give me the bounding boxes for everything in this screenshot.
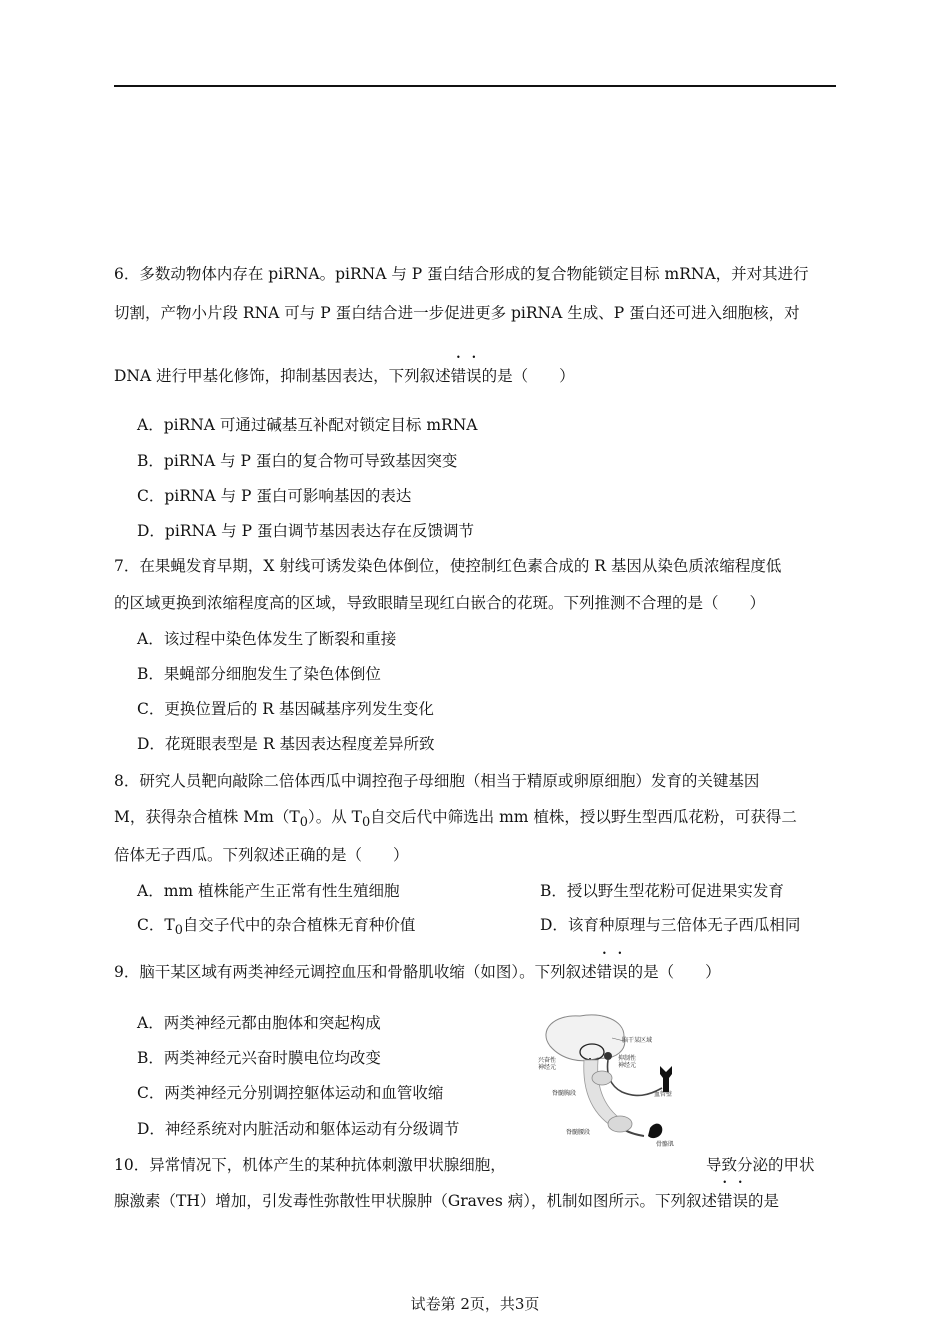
q7-option-c: C．更换位置后的 R 基因碱基序列发生变化 bbox=[137, 700, 434, 718]
q6-option-b: B．piRNA 与 P 蛋白的复合物可导致基因突变 bbox=[137, 452, 458, 470]
q7-option-a: A．该过程中染色体发生了断裂和重接 bbox=[137, 630, 397, 648]
q6-option-a: A．piRNA 可通过碱基互补配对锁定目标 mRNA bbox=[137, 416, 478, 434]
q8-option-c-text: C．T bbox=[137, 916, 175, 934]
q8-option-c bbox=[137, 915, 415, 941]
q9-stem bbox=[114, 962, 721, 982]
q9-option-b: B．两类神经元兴奋时膜电位均改变 bbox=[137, 1049, 381, 1067]
label-excitatory-1: 兴奋性 bbox=[538, 1057, 557, 1064]
label-brainstem: 脑干某区域 bbox=[622, 1037, 653, 1044]
q7-stem-line1: 7．在果蝇发育早期，X 射线可诱发染色体倒位，使控制红色素合成的 R 基因从染色质浓缩程度低 bbox=[114, 557, 782, 575]
q8-stem-line2-text: M，获得杂合植株 Mm（T bbox=[114, 808, 300, 826]
q6-answer-bracket: 的是（ ） bbox=[481, 367, 575, 385]
q6-stem-line3 bbox=[114, 366, 575, 386]
q6-option-d: D．piRNA 与 P 蛋白调节基因表达存在反馈调节 bbox=[137, 522, 474, 540]
q8-stem-line3: 倍体无子西瓜。下列叙述正确的是（ ） bbox=[114, 846, 409, 864]
emphasis-char: 错 bbox=[716, 1192, 733, 1210]
skeletal-muscle bbox=[648, 1124, 662, 1138]
q8-option-d: D．该育种原理与三倍体无子西瓜相同 bbox=[540, 916, 801, 934]
lumbar-segment bbox=[608, 1116, 632, 1132]
q9-option-a: A．两类神经元都由胞体和突起构成 bbox=[137, 1014, 381, 1032]
subscript: 0 bbox=[361, 815, 371, 831]
label-thoracic: 脊髓胸段 bbox=[552, 1090, 577, 1097]
q10-stem-line1-b: 导致分泌的甲状 bbox=[706, 1156, 815, 1174]
label-inhibitory-2: 神经元 bbox=[618, 1062, 637, 1069]
q8-stem-line2-text: 自交后代中筛选出 mm 植株，授以野生型西瓜花粉，可获得二 bbox=[370, 808, 797, 826]
q7-stem-line2: 的区域更换到浓缩程度高的区域，导致眼睛呈现红白嵌合的花斑。下列推测不合理的是（ ） bbox=[114, 594, 766, 612]
q9-stem-text: 9．脑干某区域有两类神经元调控血压和骨骼肌收缩（如图）。下列叙述 bbox=[114, 963, 597, 981]
subscript: 0 bbox=[299, 815, 308, 831]
header-rule bbox=[114, 85, 836, 87]
q8-stem-line1: 8．研究人员靶向敲除二倍体西瓜中调控孢子母细胞（相当于精原或卵原细胞）发育的关键基因 bbox=[114, 772, 760, 790]
q10-stem-line2-text: 腺激素（TH）增加，引发毒性弥散性甲状腺肿（Graves 病），机制如图所示。下列叙述 bbox=[114, 1192, 717, 1210]
q8-option-c-text: 自交子代中的杂合植株无育种价值 bbox=[182, 916, 416, 934]
q10-stem-line2 bbox=[114, 1191, 779, 1211]
q10-stem-line1-a: 10．异常情况下，机体产生的某种抗体刺激甲状腺细胞， bbox=[114, 1156, 506, 1174]
q7-option-b: B．果蝇部分细胞发生了染色体倒位 bbox=[137, 665, 381, 683]
inhibitory-neuron-body bbox=[604, 1052, 612, 1060]
q8-option-b: B．授以野生型花粉可促进果实发育 bbox=[540, 882, 784, 900]
q9-neuron-figure bbox=[532, 1012, 702, 1148]
q9-option-d: D．神经系统对内脏活动和躯体运动有分级调节 bbox=[137, 1120, 460, 1138]
label-muscle: 骨骼肌 bbox=[656, 1141, 675, 1148]
q9-answer-bracket: 的是（ ） bbox=[627, 963, 721, 981]
label-lumbar: 脊髓腰段 bbox=[566, 1129, 591, 1136]
label-excitatory-2: 神经元 bbox=[538, 1064, 557, 1071]
emphasis-char: 错 bbox=[596, 963, 613, 981]
thoracic-segment bbox=[592, 1071, 612, 1085]
q6-stem-line1: 6．多数动物体内存在 piRNA。piRNA 与 P 蛋白结合形成的复合物能锁定目标 mRNA，并对其进行 bbox=[114, 265, 809, 283]
emphasis-char: 错 bbox=[450, 367, 467, 385]
label-vessel-wall: 血管壁 bbox=[654, 1091, 673, 1098]
q8-stem-line2-text: ）。从 T bbox=[307, 808, 362, 826]
subscript: 0 bbox=[174, 923, 183, 939]
q6-option-c: C．piRNA 与 P 蛋白可影响基因的表达 bbox=[137, 487, 412, 505]
brainstem-outline bbox=[546, 1015, 625, 1061]
q6-stem-line2: 切割，产物小片段 RNA 可与 P 蛋白结合进一步促进更多 piRNA 生成、P 蛋白还可进入细胞核，对 bbox=[114, 304, 800, 322]
emphasis-char: 误 bbox=[612, 963, 628, 981]
emphasis-char: 误 bbox=[466, 367, 482, 385]
emphasis-char: 误 bbox=[732, 1192, 748, 1210]
q9-option-c: C．两类神经元分别调控躯体运动和血管收缩 bbox=[137, 1084, 444, 1102]
q8-option-a: A．mm 植株能产生正常有性生殖细胞 bbox=[137, 882, 400, 900]
q6-stem-line3-text: DNA 进行甲基化修饰，抑制基因表达，下列叙述 bbox=[114, 367, 451, 385]
q7-option-d: D．花斑眼表型是 R 基因表达程度差异所致 bbox=[137, 735, 435, 753]
page-footer: 试卷第 2页，共3页 bbox=[410, 1295, 540, 1313]
q8-stem-line2 bbox=[114, 807, 797, 833]
q10-stem-line2-end: 的是 bbox=[747, 1192, 779, 1210]
label-inhibitory-1: 抑制性 bbox=[618, 1055, 637, 1062]
